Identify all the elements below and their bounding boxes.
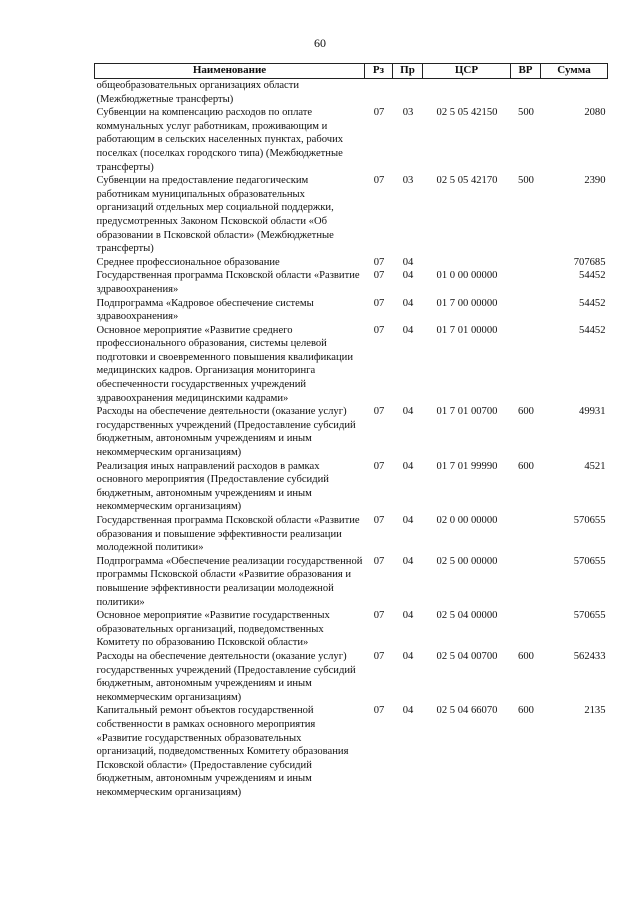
cell-pr: 04 <box>402 515 414 526</box>
cell-vr <box>511 609 541 650</box>
cell-sum: 2080 <box>584 107 606 119</box>
header-sum: Сумма <box>541 64 608 79</box>
cell-vr <box>511 269 541 296</box>
table-row <box>95 609 608 650</box>
cell-pr: 03 <box>402 107 414 119</box>
table-row <box>95 174 608 256</box>
cell-vr: 600 <box>518 705 534 717</box>
cell-csr: 02 5 05 42150 <box>436 107 498 119</box>
cell-rz: 07 <box>373 175 385 187</box>
cell-csr: 02 5 04 00000 <box>436 610 498 622</box>
cell-pr: 03 <box>402 175 414 187</box>
table-row <box>95 405 608 459</box>
cell-pr: 04 <box>402 650 414 662</box>
cell-pr: 04 <box>402 270 414 282</box>
table-row <box>95 555 608 609</box>
cell-pr <box>393 79 423 107</box>
cell-name: Подпрограмма «Обеспечение реализации государственной программы Псковской области «Развитие образования и повышение эффективности реализации молодежной политики» <box>96 555 363 608</box>
cell-name: Государственная программа Псковской области «Развитие здравоохранения» <box>96 270 360 295</box>
table-body <box>95 79 608 800</box>
table-row <box>95 704 608 799</box>
cell-csr: 01 7 01 00000 <box>436 324 498 336</box>
cell-rz: 07 <box>373 256 385 268</box>
cell-csr: 01 7 01 99990 <box>436 460 498 472</box>
cell-pr: 04 <box>402 555 414 567</box>
cell-rz: 07 <box>373 705 385 717</box>
header-name: Наименование <box>95 64 365 79</box>
cell-name: Основное мероприятие «Развитие государственных образовательных организаций, подведомственных Комитету по образованию Псковской области» <box>96 610 330 649</box>
cell-vr <box>511 555 541 609</box>
cell-sum: 2135 <box>584 705 606 717</box>
table-row <box>95 324 608 406</box>
cell-name: Расходы на обеспечение деятельности (оказание услуг) государственных учреждений (Предоставление субсидий бюджетным, автономным учреждениям и иным некоммерческим организациям) <box>96 650 356 703</box>
cell-vr: 500 <box>518 107 534 119</box>
cell-name: Среднее профессиональное образование <box>96 256 280 268</box>
cell-rz: 07 <box>373 406 385 418</box>
cell-rz: 07 <box>373 270 385 282</box>
cell-name: Субвенции на предоставление педагогическим работникам муниципальных образовательных организаций отдельных мер социальной поддержки, предусмотренных Законом Псковской области «Об образовании в Псковской области» (Межбюджетные трансферты) <box>96 175 334 255</box>
cell-sum: 707685 <box>573 256 606 268</box>
cell-csr: 02 5 05 42170 <box>436 175 498 187</box>
cell-pr: 04 <box>402 705 414 717</box>
cell-sum: 570655 <box>573 555 606 567</box>
cell-vr: 500 <box>518 175 534 187</box>
table-row <box>95 514 608 555</box>
cell-name: Государственная программа Псковской области «Развитие образования и повышение эффективности реализации молодежной политики» <box>96 515 360 554</box>
cell-pr: 04 <box>402 406 414 418</box>
cell-vr <box>511 324 541 406</box>
cell-rz: 07 <box>373 555 385 567</box>
page-number: 60 <box>314 36 326 50</box>
table-row <box>95 106 608 174</box>
cell-name: Капитальный ремонт объектов государственной собственности в рамках основного мероприятия «Развитие государственных образовательных организаций, подведомственных Комитету образования Псковской области» (Предоставление субсидий бюджетным, автономным учреждениям и иным некоммерческим организациям) <box>96 705 349 798</box>
cell-rz <box>365 79 393 107</box>
cell-csr: 02 5 00 00000 <box>436 555 498 567</box>
cell-csr: 01 0 00 00000 <box>436 270 498 282</box>
table-row <box>95 79 608 107</box>
cell-vr <box>511 297 541 324</box>
cell-csr: 02 5 04 00700 <box>436 650 498 662</box>
cell-sum: 4521 <box>584 460 606 472</box>
cell-sum: 54452 <box>579 270 606 282</box>
cell-sum: 49931 <box>579 406 606 418</box>
header-pr: Пр <box>393 64 423 79</box>
cell-sum: 2390 <box>584 175 606 187</box>
budget-table <box>94 63 608 799</box>
cell-pr: 04 <box>402 460 414 472</box>
cell-rz: 07 <box>373 460 385 472</box>
cell-name: Расходы на обеспечение деятельности (оказание услуг) государственных учреждений (Предоставление субсидий бюджетным, автономным учреждениям и иным некоммерческим организациям) <box>96 406 356 459</box>
table-row <box>95 650 608 704</box>
cell-pr: 04 <box>402 610 414 622</box>
cell-rz: 07 <box>373 324 385 336</box>
cell-name: Реализация иных направлений расходов в рамках основного мероприятия (Предоставление субсидий бюджетным, автономным учреждениям и иным некоммерческим организациям) <box>96 460 329 513</box>
cell-sum: 54452 <box>579 324 606 336</box>
cell-sum: 54452 <box>579 297 606 309</box>
cell-rz: 07 <box>373 297 385 309</box>
cell-vr: 600 <box>518 406 534 418</box>
cell-name: Подпрограмма «Кадровое обеспечение системы здравоохранения» <box>96 297 314 323</box>
cell-csr: 01 7 01 00700 <box>436 406 498 418</box>
cell-vr: 600 <box>518 650 534 662</box>
header-vr: ВР <box>511 64 541 79</box>
table-row <box>95 297 608 324</box>
cell-pr: 04 <box>402 256 414 268</box>
cell-pr: 04 <box>402 297 414 309</box>
cell-csr <box>423 256 511 270</box>
cell-rz: 07 <box>373 650 385 662</box>
cell-pr: 04 <box>402 324 414 336</box>
cell-vr <box>511 256 541 270</box>
cell-sum: 570655 <box>573 610 606 622</box>
cell-sum: 570655 <box>573 515 606 526</box>
cell-csr: 02 0 00 00000 <box>436 515 498 526</box>
cell-sum: 562433 <box>573 650 606 662</box>
cell-rz: 07 <box>373 107 385 119</box>
table-row <box>95 256 608 270</box>
cell-vr: 600 <box>518 460 534 472</box>
cell-sum <box>541 79 608 107</box>
cell-vr <box>511 79 541 107</box>
cell-csr: 02 5 04 66070 <box>436 705 498 717</box>
cell-rz: 07 <box>373 610 385 622</box>
cell-csr <box>423 79 511 107</box>
header-rz: Рз <box>365 64 393 79</box>
cell-name: Основное мероприятие «Развитие среднего профессионального образования, системы целевой подготовки и своевременного повышения квалификации медицинских кадров. Организация мониторинга обеспеченности государственных учреждений здравоохранения медицинскими кадрами» <box>96 324 353 404</box>
cell-rz: 07 <box>373 515 385 526</box>
cell-name: общеобразовательных организациях области (Межбюджетные трансферты) <box>96 80 300 105</box>
table-row <box>95 269 608 296</box>
cell-csr: 01 7 00 00000 <box>436 297 498 309</box>
table-header-row <box>95 64 608 79</box>
header-csr: ЦСР <box>423 64 511 79</box>
cell-name: Субвенции на компенсацию расходов по оплате коммунальных услуг работникам, проживающим и работающим в сельских населенных пунктах, рабочих поселках (поселках городского типа) (Межбюджетные трансферты) <box>96 107 344 173</box>
table-row <box>95 460 608 514</box>
cell-vr <box>511 514 541 555</box>
